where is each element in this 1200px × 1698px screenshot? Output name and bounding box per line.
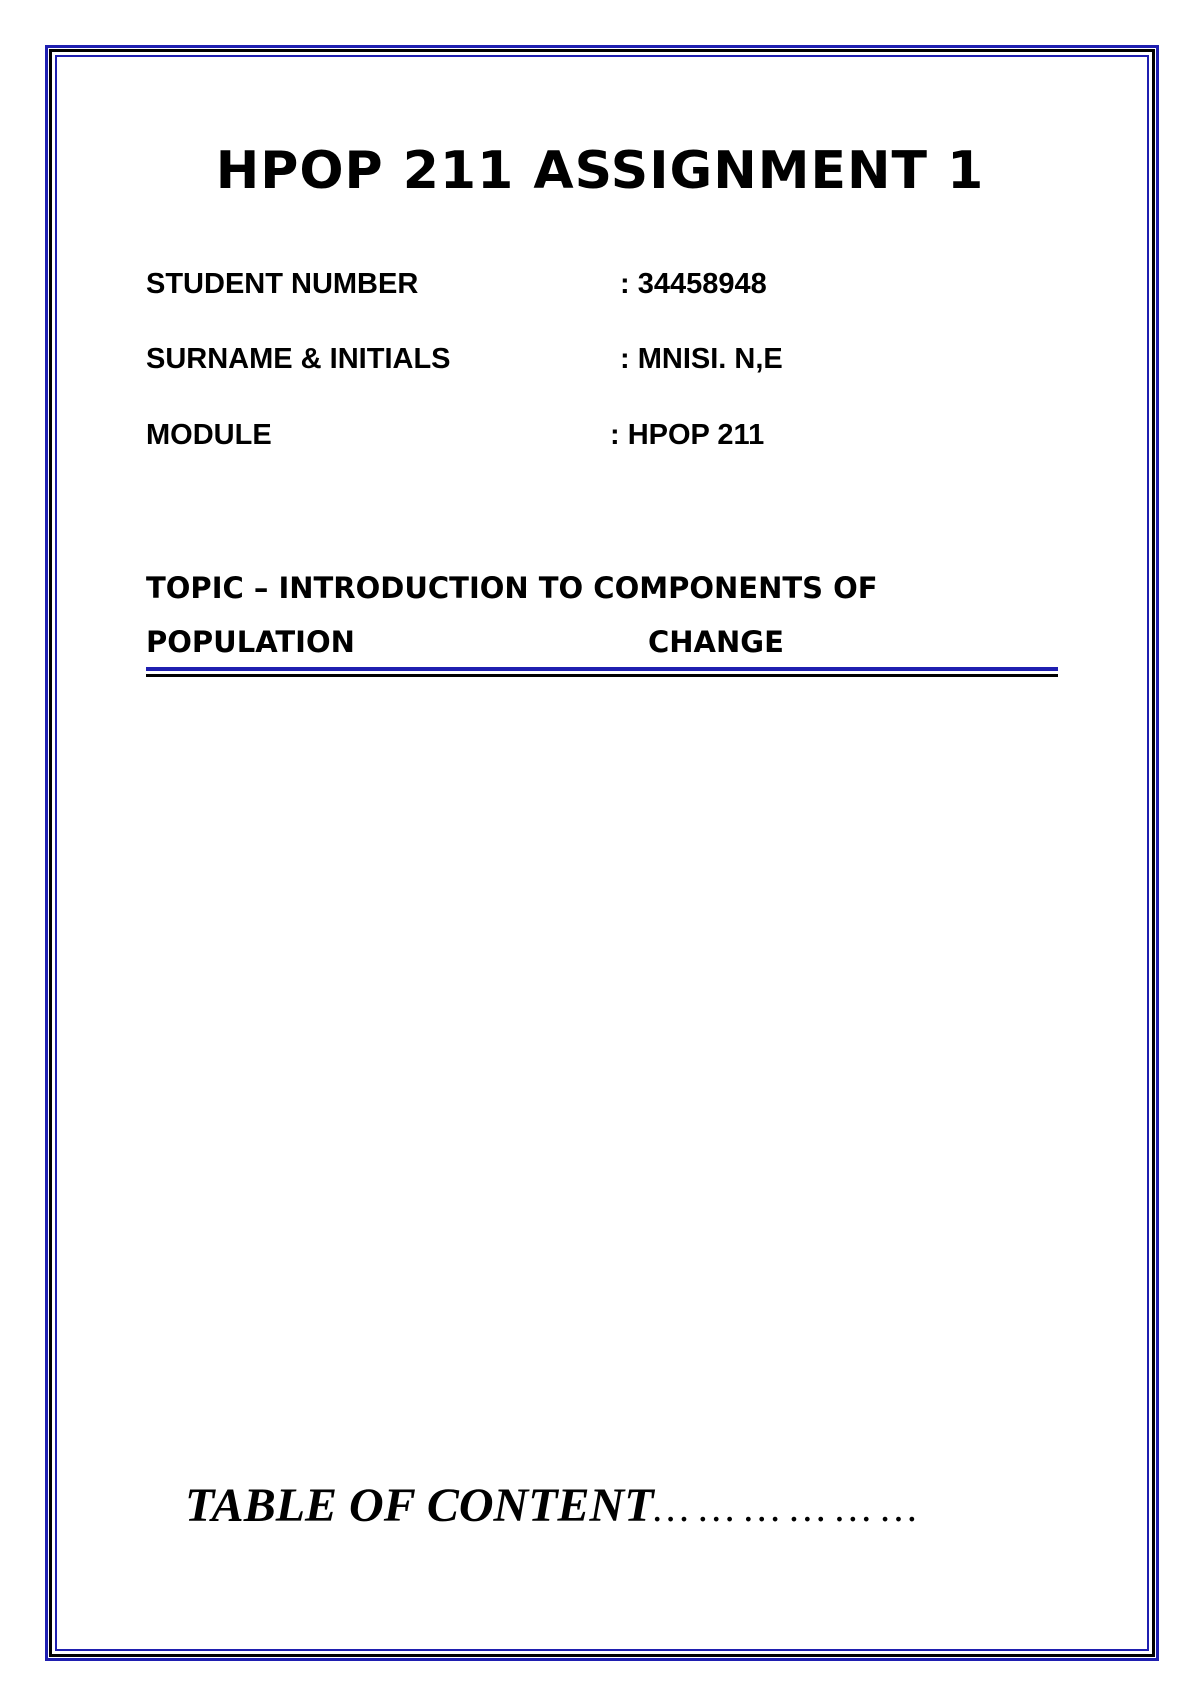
topic-line-2-left: POPULATION bbox=[146, 625, 355, 659]
student-number-value: : 34458948 bbox=[620, 268, 767, 300]
module-value: : HPOP 211 bbox=[610, 419, 765, 451]
topic-line-2-right: CHANGE bbox=[648, 625, 784, 659]
surname-initials-value: : MNISI. N,E bbox=[620, 343, 783, 375]
surname-initials-label: SURNAME & INITIALS bbox=[146, 343, 451, 375]
topic-underline-blue bbox=[146, 667, 1058, 671]
topic-underline-black bbox=[146, 674, 1058, 677]
student-number-label: STUDENT NUMBER bbox=[146, 268, 419, 300]
topic-line-1: TOPIC – INTRODUCTION TO COMPONENTS OF bbox=[146, 571, 878, 605]
table-of-content-dots: … … … … … … bbox=[653, 1485, 917, 1530]
table-of-content-label: TABLE OF CONTENT bbox=[185, 1479, 654, 1532]
module-label: MODULE bbox=[146, 419, 272, 451]
table-of-content-heading bbox=[185, 1479, 917, 1532]
document-title: HPOP 211 ASSIGNMENT 1 bbox=[215, 141, 985, 201]
